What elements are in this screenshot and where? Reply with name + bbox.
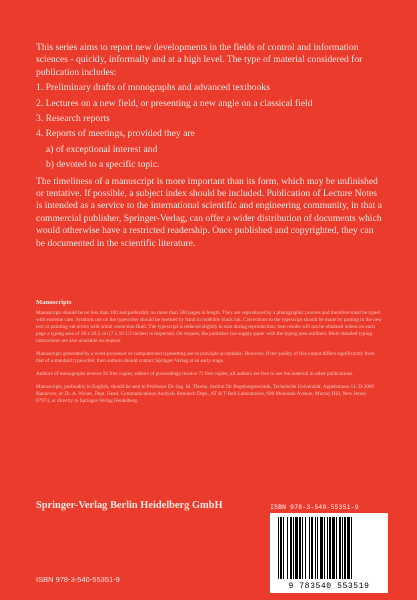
publisher-name: Springer-Verlag Berlin Heidelberg GmbH <box>36 500 223 511</box>
series-description <box>36 42 382 250</box>
manuscripts-paragraph: Manuscripts generated by a word-processor or computerized typesetting are in principle acceptable. However, if the quality of this output differs significantly from that of a standard typewriter, then authors should contact Springer-Verlag at an early stage. <box>36 351 375 364</box>
barcode-bars <box>278 517 380 579</box>
barcode-bar <box>344 517 346 579</box>
barcode-bar <box>293 517 294 579</box>
barcode-bar <box>332 517 335 579</box>
barcode-bar <box>280 517 282 579</box>
condition-list <box>46 144 382 172</box>
barcode-block <box>270 504 388 593</box>
manuscripts-paragraph: Manuscripts, preferably in English, should be sent to Professor Dr.-Ing. M. Thoma, Institut für Regelungstechnik, Technische Universität, Appelstrasse 11, D-3000 Hannover, or Dr. A. Wyner, Dept. Head, Communications Analysis Research Dept., AT & T Bell Laboratories, 600 Mountain Avenue, Murray Hill, New Jersey 07974, or directly to Springer-Verlag Heidelberg. <box>36 384 375 404</box>
barcode-bar <box>329 517 331 579</box>
barcode-bar <box>339 517 341 579</box>
barcode-bar <box>305 517 306 579</box>
isbn-text: ISBN 978-3-540-55351-9 <box>36 575 120 584</box>
barcode-bar <box>347 517 350 579</box>
list-item: 4. Reports of meetings, provided they are <box>36 128 195 140</box>
manuscripts-section <box>36 299 382 411</box>
barcode-bar <box>290 517 292 579</box>
list-item: a) of exceptional interest and <box>46 143 158 155</box>
barcode-bar <box>311 517 313 579</box>
barcode-bar <box>324 517 325 579</box>
material-list <box>36 82 382 141</box>
barcode-bar <box>287 517 288 579</box>
barcode-bar <box>342 517 343 579</box>
barcode-bar <box>302 517 303 579</box>
manuscripts-paragraph: Manuscripts should be no less than 100 and preferably no more than 500 pages in length. They are reproduced by a photographic process and therefore must be typed with extreme care. Symbols not on the typewriter should be inserted by hand in indelible black ink. Corrections to the typescript should be made by pasting in the new text or painting out errors with white correction fluid. The typescript is reduced slightly in size during reproduction; best results will not be obtained unless on each page a typing area of 18 x 26.5 cm (7 x 10 1/2 inches) is respected. On request, the publisher can supply paper with the typing area outlined. More detailed typing instructions are also available on request. <box>36 310 382 344</box>
timeliness-paragraph: The timeliness of a manuscript is more important than its form, which may be unfinished or tentative. If possible, a subject index should be included. Publication of Lecture Notes is intended as a service to the international scientific and engineering community, in that a commercial publisher, Springer-Verlag, can offer a wider distribution of documents which would otherwise have a restricted readership. Once published and copyrighted, they can be documented in the scientific literature. <box>36 175 382 249</box>
barcode-bar <box>299 517 301 579</box>
intro-paragraph: This series aims to report new developments in the fields of control and information sciences - quickly, informally and at a high level. The type of material considered for publication includes: <box>36 42 363 78</box>
barcode-bar <box>327 517 328 579</box>
list-item: 1. Preliminary drafts of monographs and advanced textbooks <box>36 82 270 94</box>
barcode-bar <box>283 517 284 579</box>
barcode-bar <box>320 517 323 579</box>
barcode-bar <box>309 517 310 579</box>
manuscripts-paragraph: Authors of monographs receive 50 free copies; editors of proceedings receive 75 free copies; all authors are free to use the material in other publications. <box>36 371 354 377</box>
barcode-bar <box>315 517 316 579</box>
barcode-bar <box>295 517 298 579</box>
barcode <box>270 513 388 593</box>
barcode-bar <box>351 517 352 579</box>
manuscripts-heading: Manuscripts <box>36 299 72 306</box>
list-item: 2. Lectures on a new field, or presenting a new angle on a classical field <box>36 97 313 109</box>
list-item: b) devoted to a specific topic. <box>46 159 160 171</box>
barcode-bar <box>278 517 279 579</box>
barcode-bar <box>336 517 337 579</box>
barcode-isbn-label: ISBN 978-3-540-55351-9 <box>270 504 359 511</box>
list-item: 3. Research reports <box>36 113 110 125</box>
barcode-bar <box>317 517 318 579</box>
barcode-digits: 9 783540 553519 <box>288 582 370 591</box>
